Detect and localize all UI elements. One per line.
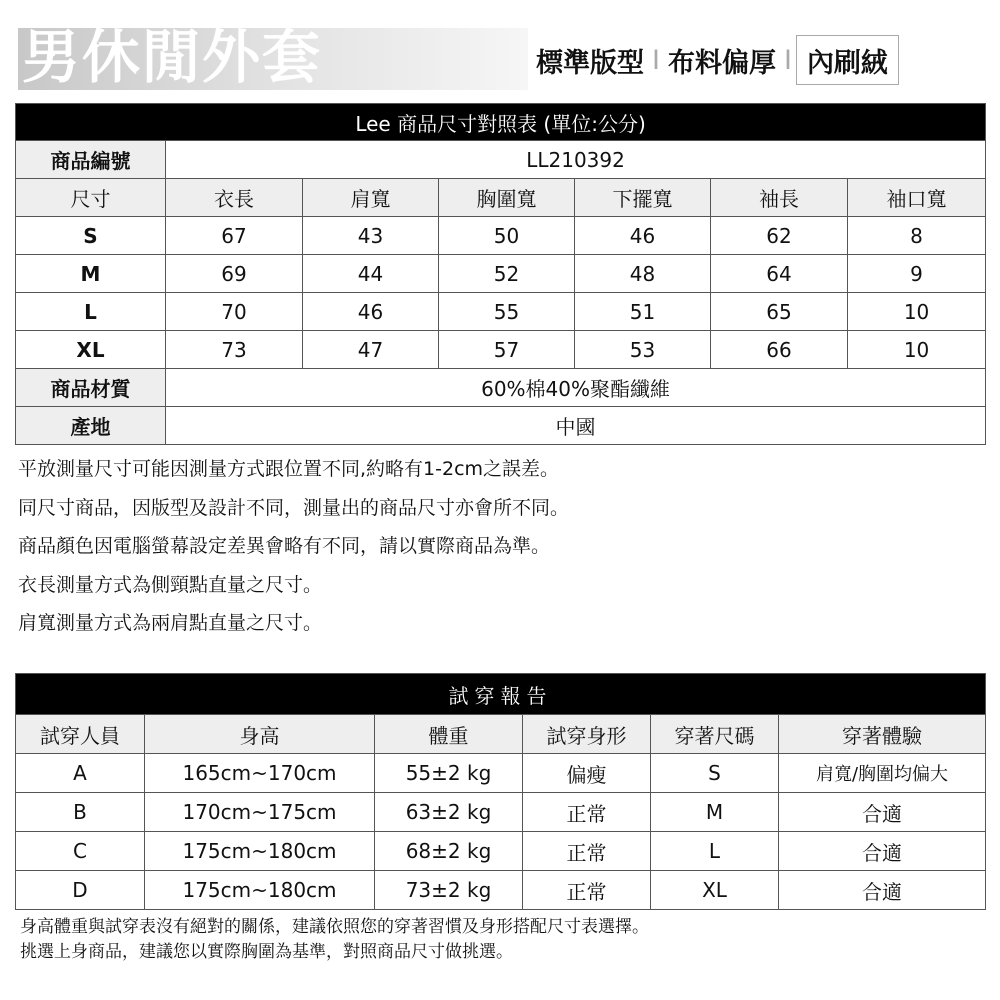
column-header: 胸圍寬 (439, 179, 575, 217)
fit-experience-cell: 合適 (779, 832, 986, 871)
trial-header-row (16, 715, 986, 754)
table-row (16, 255, 986, 293)
size-cell: L (16, 293, 166, 331)
column-header: 試穿人員 (16, 715, 145, 754)
measure-cell: 48 (575, 255, 711, 293)
table-row (16, 217, 986, 255)
size-chart-title: Lee 商品尺寸對照表 (單位:公分) (16, 104, 986, 141)
worn-size-cell: S (651, 754, 779, 793)
height-cell: 165cm~170cm (145, 754, 375, 793)
fit-experience-cell: 合適 (779, 793, 986, 832)
column-header: 下擺寬 (575, 179, 711, 217)
fit-experience-cell: 肩寬/胸圍均偏大 (779, 754, 986, 793)
measure-cell: 8 (848, 217, 986, 255)
measure-cell: 64 (711, 255, 848, 293)
worn-size-cell: L (651, 832, 779, 871)
trial-footnotes (20, 915, 649, 965)
measure-cell: 73 (166, 331, 303, 369)
weight-cell: 73±2 kg (375, 871, 523, 910)
size-chart-title-row (16, 104, 986, 141)
footnote-line: 身高體重與試穿表沒有絕對的關係，建議依照您的穿著習慣及身形搭配尺寸表選擇。 (20, 917, 649, 937)
body-type-cell: 正常 (523, 832, 651, 871)
measure-cell: 70 (166, 293, 303, 331)
column-header: 穿著體驗 (779, 715, 986, 754)
measure-cell: 62 (711, 217, 848, 255)
product-title: 男休閒外套 (22, 23, 323, 91)
note-line: 衣長測量方式為側頸點直量之尺寸。 (18, 573, 323, 596)
table-row (16, 331, 986, 369)
measure-cell: 53 (575, 331, 711, 369)
table-row (16, 832, 986, 871)
column-header: 試穿身形 (523, 715, 651, 754)
trial-title-row (16, 674, 986, 715)
fit-experience-cell: 合適 (779, 871, 986, 910)
body-type-cell: 正常 (523, 793, 651, 832)
measure-cell: 44 (303, 255, 439, 293)
height-cell: 175cm~180cm (145, 832, 375, 871)
material-value: 60%棉40%聚酯纖維 (166, 369, 986, 407)
table-row (16, 871, 986, 910)
size-chart-table (15, 103, 986, 445)
measure-cell: 50 (439, 217, 575, 255)
column-header: 身高 (145, 715, 375, 754)
tag-fabric: 布料偏厚 (667, 47, 776, 79)
measure-cell: 10 (848, 331, 986, 369)
note-line: 同尺寸商品，因版型及設計不同，測量出的商品尺寸亦會所不同。 (18, 496, 570, 519)
column-header: 衣長 (166, 179, 303, 217)
table-row (16, 293, 986, 331)
measure-cell: 51 (575, 293, 711, 331)
weight-cell: 68±2 kg (375, 832, 523, 871)
measure-cell: 66 (711, 331, 848, 369)
body-type-cell: 正常 (523, 871, 651, 910)
tester-cell: C (16, 832, 145, 871)
size-cell: XL (16, 331, 166, 369)
table-row (16, 754, 986, 793)
product-code-row (16, 141, 986, 179)
material-row (16, 369, 986, 407)
measurement-notes (18, 455, 569, 648)
trial-report-title: 試穿報告 (16, 674, 986, 715)
tag-lining: 內刷絨 (796, 35, 899, 85)
trial-report-table (15, 673, 986, 910)
column-header: 肩寬 (303, 179, 439, 217)
column-header: 穿著尺碼 (651, 715, 779, 754)
measure-cell: 46 (575, 217, 711, 255)
tester-cell: D (16, 871, 145, 910)
tag-separator: I (652, 44, 660, 76)
origin-value: 中國 (166, 407, 986, 445)
size-header-row (16, 179, 986, 217)
column-header: 袖口寬 (848, 179, 986, 217)
measure-cell: 46 (303, 293, 439, 331)
height-cell: 170cm~175cm (145, 793, 375, 832)
tag-fit: 標準版型 (536, 47, 644, 79)
worn-size-cell: XL (651, 871, 779, 910)
size-cell: S (16, 217, 166, 255)
measure-cell: 9 (848, 255, 986, 293)
worn-size-cell: M (651, 793, 779, 832)
column-header: 袖長 (711, 179, 848, 217)
tester-cell: A (16, 754, 145, 793)
footnote-line: 挑選上身商品，建議您以實際胸圍為基準，對照商品尺寸做挑選。 (20, 942, 513, 962)
note-line: 肩寬測量方式為兩肩點直量之尺寸。 (18, 612, 323, 634)
measure-cell: 55 (439, 293, 575, 331)
measure-cell: 52 (439, 255, 575, 293)
origin-label: 產地 (16, 407, 166, 445)
material-label: 商品材質 (16, 369, 166, 407)
size-header-label: 尺寸 (16, 179, 166, 217)
origin-row (16, 407, 986, 445)
measure-cell: 65 (711, 293, 848, 331)
measure-cell: 10 (848, 293, 986, 331)
feature-tags (530, 34, 899, 86)
column-header: 體重 (375, 715, 523, 754)
measure-cell: 57 (439, 331, 575, 369)
tag-separator: I (783, 44, 792, 76)
height-cell: 175cm~180cm (145, 871, 375, 910)
tester-cell: B (16, 793, 145, 832)
product-code-value: LL210392 (166, 141, 986, 179)
note-line: 平放測量尺寸可能因測量方式跟位置不同,約略有1-2cm之誤差。 (18, 458, 560, 480)
measure-cell: 69 (166, 255, 303, 293)
note-line: 商品顏色因電腦螢幕設定差異會略有不同，請以實際商品為準。 (18, 535, 551, 557)
weight-cell: 63±2 kg (375, 793, 523, 832)
measure-cell: 43 (303, 217, 439, 255)
size-cell: M (16, 255, 166, 293)
weight-cell: 55±2 kg (375, 754, 523, 793)
table-row (16, 793, 986, 832)
body-type-cell: 偏瘦 (523, 754, 651, 793)
measure-cell: 67 (166, 217, 303, 255)
measure-cell: 47 (303, 331, 439, 369)
product-code-label: 商品編號 (16, 141, 166, 179)
